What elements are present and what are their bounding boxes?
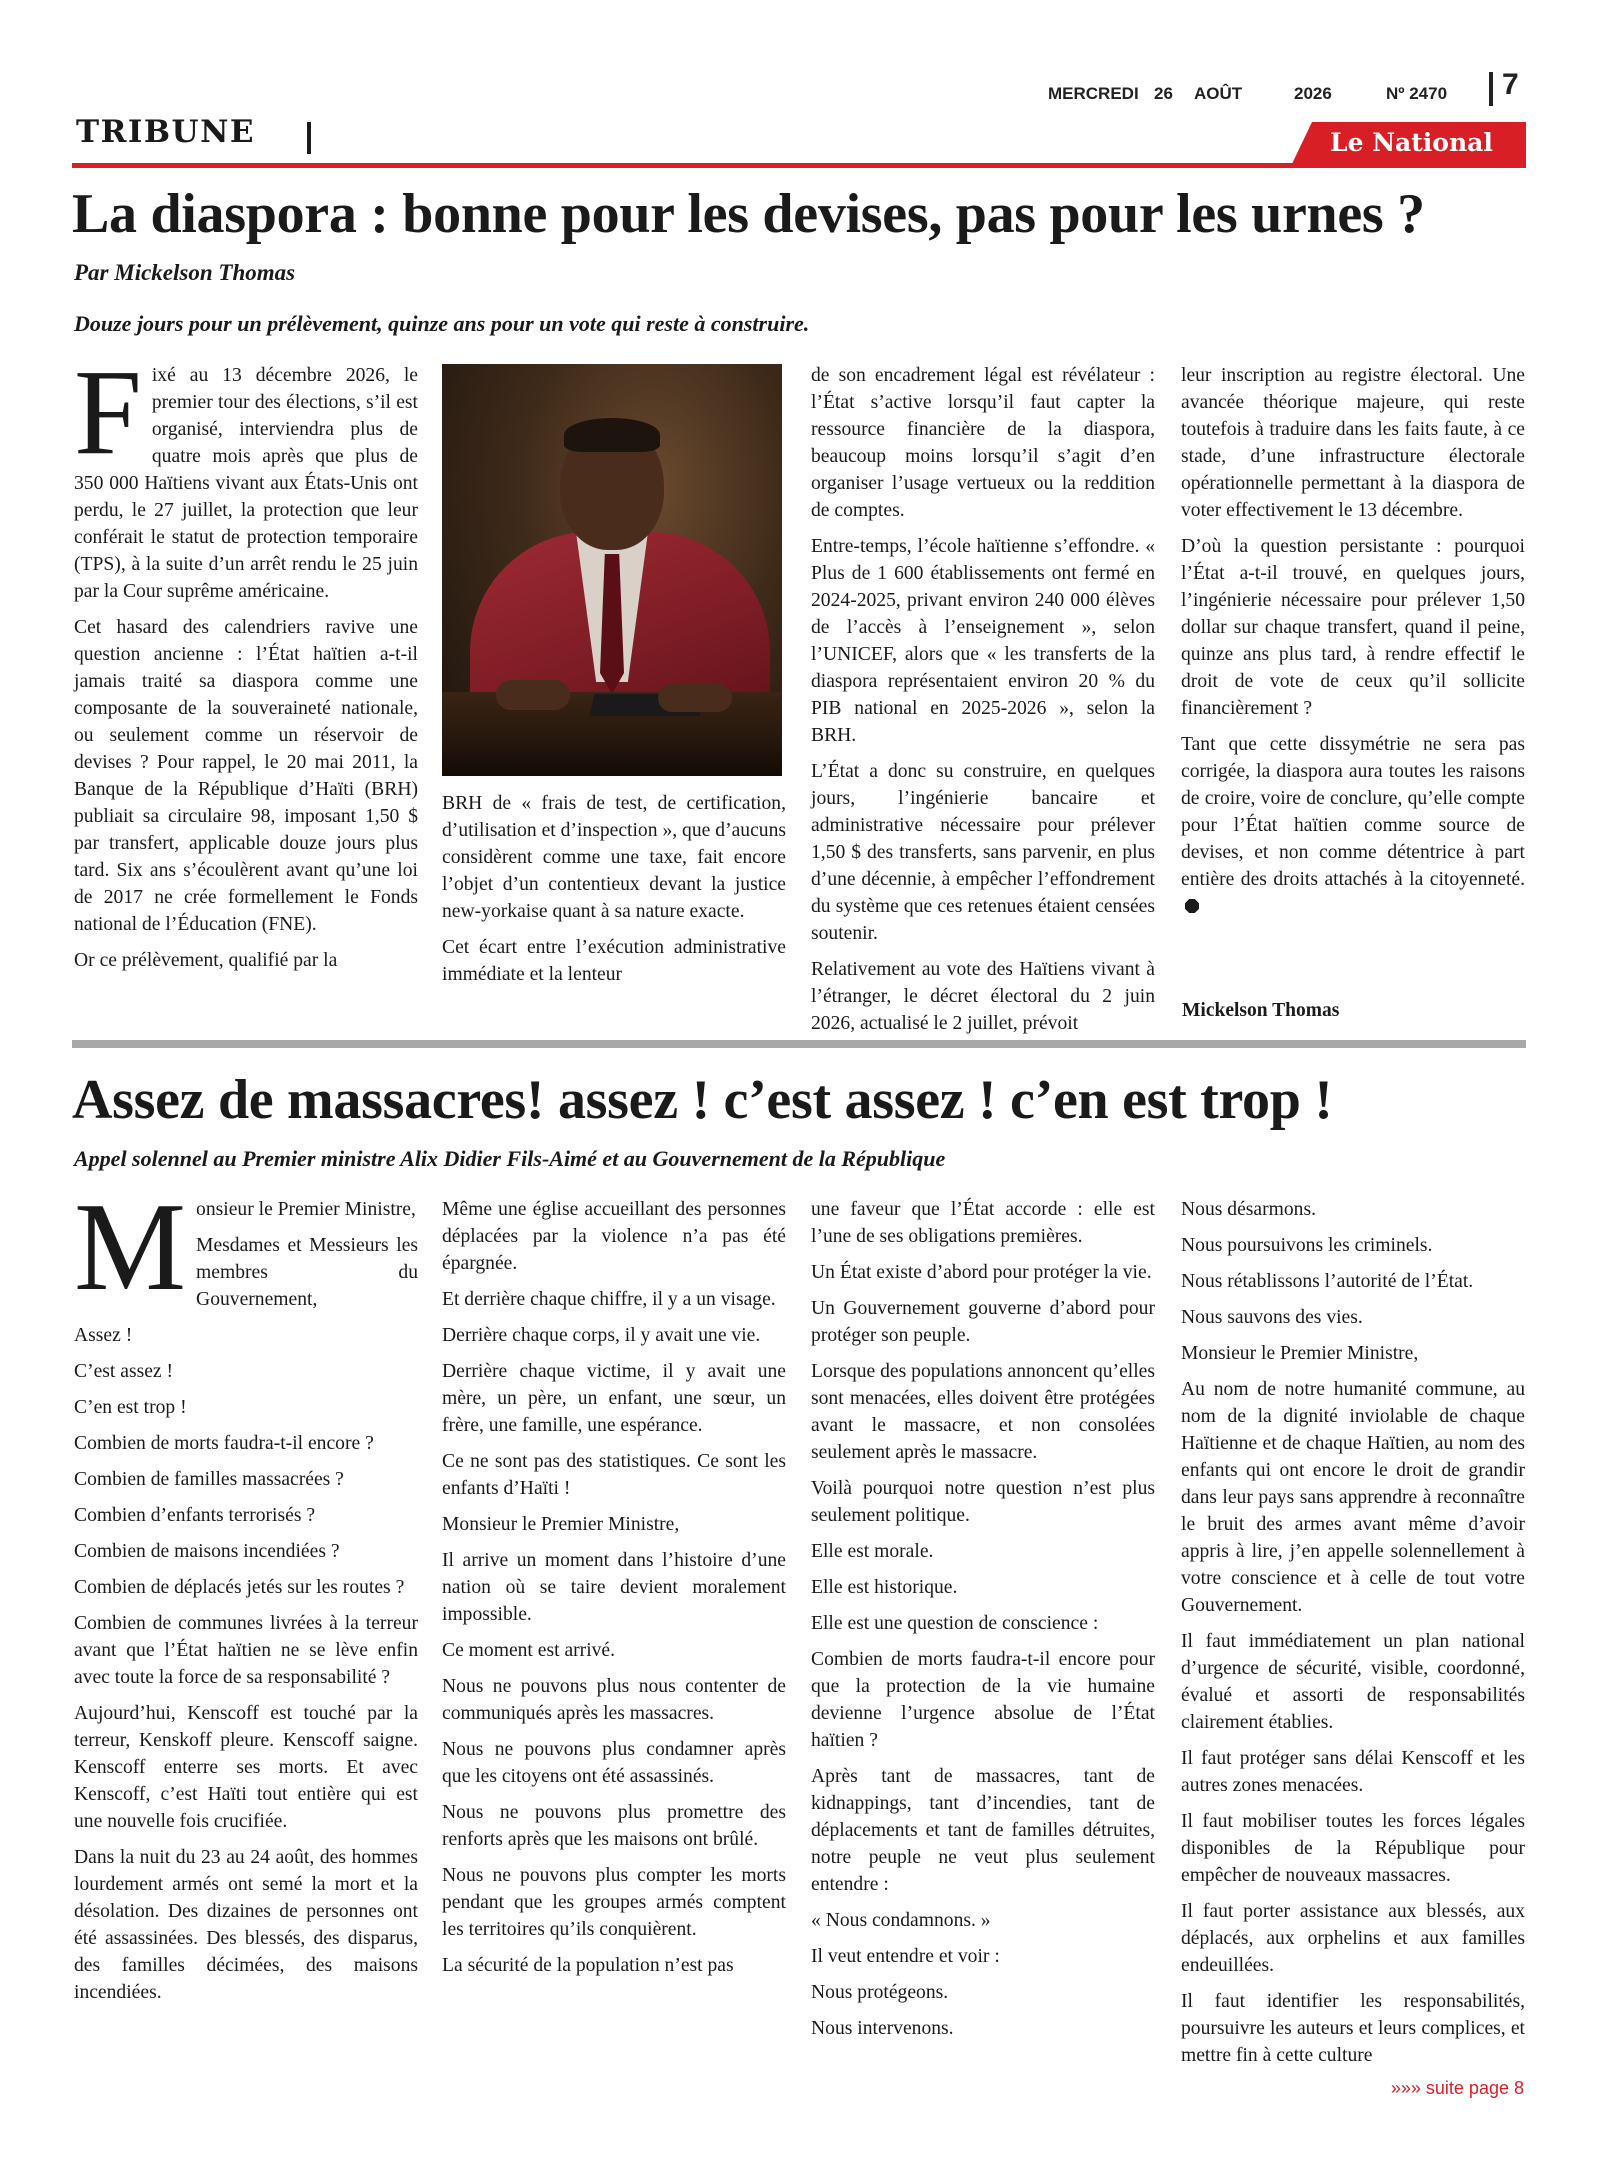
article2-paragraph: Nous ne pouvons plus condamner après que les citoyens ont été assassinés. <box>442 1739 786 1787</box>
article2-paragraph: Un Gouvernement gouverne d’abord pour protéger son peuple. <box>811 1298 1155 1346</box>
article2-paragraph: Aujourd’hui, Kenscoff est touché par la terreur, Kenskoff pleure. Kenscoff saigne. Kenscoff enterre ses morts. Et avec Kenscoff, c’est Haïti tout entière qui est une nouvelle fois crucifiée. <box>74 1703 418 1832</box>
article2-paragraph: Combien d’enfants terrorisés ? <box>74 1505 316 1526</box>
issue-date-line <box>1048 84 1478 106</box>
article1-column-2 <box>442 790 786 997</box>
article2-paragraph: Combien de morts faudra-t-il encore ? <box>74 1433 374 1454</box>
article2-paragraph: Combien de communes livrées à la terreur avant que l’État haïtien ne se lève enfin avec toute la force de sa responsabilité ? <box>74 1613 418 1688</box>
article1-paragraph: BRH de « frais de test, de certification, d’utilisation et d’inspection », que d’aucuns considèrent comme une taxe, fait encore l’objet d’un contentieux devant la justice new-yorkaise quant à sa nature exacte. <box>442 793 786 922</box>
page-number-divider <box>1489 72 1493 106</box>
issue-year: 2026 <box>1294 84 1332 103</box>
article2-paragraph: Assez ! <box>74 1325 133 1346</box>
article2-paragraph: Même une église accueillant des personnes déplacées par la violence n’a pas été épargnée. <box>442 1199 786 1274</box>
article2-column-3 <box>811 1196 1155 2051</box>
article2-paragraph: Et derrière chaque chiffre, il y a un visage. <box>442 1289 776 1310</box>
page-number: 7 <box>1502 68 1519 101</box>
drop-cap: M <box>74 1178 187 1317</box>
section-title: TRIBUNE <box>76 114 256 150</box>
issue-number: Nº 2470 <box>1386 84 1448 103</box>
article2-paragraph: Il faut mobiliser toutes les forces légales disponibles de la République pour empêcher de nouveaux massacres. <box>1181 1811 1525 1886</box>
issue-day-number: 26 <box>1154 84 1173 103</box>
article1-column-1 <box>74 345 418 983</box>
article2-paragraph: Combien de déplacés jetés sur les routes ? <box>74 1577 405 1598</box>
article2-column-2 <box>442 1196 786 1988</box>
article1-photo-portrait <box>442 364 782 776</box>
article2-paragraph: Derrière chaque victime, il y avait une mère, un père, un enfant, une sœur, un frère, une famille, une espérance. <box>442 1361 786 1436</box>
article2-paragraph: Nous poursuivons les criminels. <box>1181 1235 1433 1256</box>
article2-paragraph: Nous ne pouvons plus nous contenter de communiqués après les massacres. <box>442 1676 786 1724</box>
article2-headline: Assez de massacres! assez ! c’est assez ! c’en est trop ! <box>72 1069 1333 1131</box>
article1-paragraph: de son encadrement légal est révélateur : l’État s’active lorsqu’il faut capter la ressource financière de la diaspora, beaucoup moins lorsqu’il s’agit d’en organiser l’usage vertueux ou la reddition de comptes. <box>811 365 1155 521</box>
issue-weekday: MERCREDI <box>1048 84 1139 103</box>
article1-headline: La diaspora : bonne pour les devises, pas pour les urnes ? <box>72 183 1425 245</box>
article2-paragraph: Mesdames et Messieurs les membres du Gouvernement, <box>196 1235 418 1310</box>
article2-paragraph: Combien de maisons incendiées ? <box>74 1541 340 1562</box>
article2-column-1 <box>74 1178 418 2015</box>
article2-paragraph: Il faut porter assistance aux blessés, aux déplacés, aux orphelins et aux familles endeuillées. <box>1181 1901 1525 1976</box>
header-rule <box>72 163 1526 168</box>
article2-paragraph: Nous protégeons. <box>811 1982 949 2003</box>
article2-column-4 <box>1181 1196 1525 2078</box>
issue-month: AOÛT <box>1194 84 1243 103</box>
article2-paragraph: Dans la nuit du 23 au 24 août, des hommes lourdement armés ont semé la mort et la désolation. Des dizaines de personnes ont été assassinées. Des blessés, des disparus, des familles décimées, des maisons incendiées. <box>74 1847 418 2003</box>
article2-paragraph: Nous intervenons. <box>811 2018 954 2039</box>
article1-paragraph: Cet hasard des calendriers ravive une question ancienne : l’État haïtien a-t-il jamais traité sa diaspora comme une composante de la souveraineté nationale, ou seulement comme un réservoir de devises ? Pour rappel, le 20 mai 2011, la Banque de la République d’Haïti (BRH) publiait sa circulaire 98, imposant 1,50 $ par transfert, applicable douze jours plus tard. Six ans s’écoulèrent avant qu’une loi de 2017 ne crée formellement le Fonds national de l’Éducation (FNE). <box>74 617 418 935</box>
article2-standfirst: Appel solennel au Premier ministre Alix Didier Fils-Aimé et au Gouvernement de la République <box>74 1146 946 1171</box>
article2-paragraph: une faveur que l’État accorde : elle est l’une de ses obligations premières. <box>811 1199 1155 1247</box>
article2-paragraph: C’est assez ! <box>74 1361 174 1382</box>
article1-standfirst: Douze jours pour un prélèvement, quinze ans pour un vote qui reste à construire. <box>74 311 810 336</box>
article2-paragraph: Lorsque des populations annoncent qu’elles sont menacées, elles doivent être protégées avant le massacre, et non consolées seulement après le massacre. <box>811 1361 1155 1463</box>
article1-column-3 <box>811 362 1155 1046</box>
article2-paragraph: Elle est une question de conscience : <box>811 1613 1099 1634</box>
newspaper-name: Le National <box>1330 128 1493 157</box>
end-of-article-icon <box>1185 899 1199 913</box>
article1-paragraph: Or ce prélèvement, qualifié par la <box>74 950 338 971</box>
article2-paragraph: Il faut identifier les responsabilités, poursuivre les auteurs et leurs complices, et mettre fin à cette culture <box>1181 1991 1525 2066</box>
article2-paragraph: Combien de familles massacrées ? <box>74 1469 344 1490</box>
article2-paragraph: Un État existe d’abord pour protéger la vie. <box>811 1262 1152 1283</box>
article1-signature: Mickelson Thomas <box>1182 1000 1340 1021</box>
article2-paragraph: Ce ne sont pas des statistiques. Ce sont les enfants d’Haïti ! <box>442 1451 786 1499</box>
article2-paragraph: Nous ne pouvons plus compter les morts pendant que les groupes armés comptent les territoires qu’ils conquièrent. <box>442 1865 786 1940</box>
article2-paragraph: Derrière chaque corps, il y avait une vie. <box>442 1325 761 1346</box>
article2-paragraph: Nous rétablissons l’autorité de l’État. <box>1181 1271 1474 1292</box>
article1-paragraph: Relativement au vote des Haïtiens vivant à l’étranger, le décret électoral du 2 juin 2026, actualisé le 2 juillet, prévoit <box>811 959 1155 1034</box>
article1-paragraph: Tant que cette dissymétrie ne sera pas corrigée, la diaspora aura toutes les raisons de croire, voire de conclure, qu’elle compte pour l’État haïtien comme source de devises, et non comme détentrice à part entière des droits attachés à la citoyenneté. <box>1181 731 1525 920</box>
article1-paragraph: D’où la question persistante : pourquoi l’État a-t-il trouvé, en quelques jours, l’ingénierie nécessaire pour prélever 1,50 dollar sur chaque transfert, quand il peine, quinze ans plus tard, à rendre effectif le droit de vote de ceux qu’il sollicite financièrement ? <box>1181 536 1525 719</box>
article2-paragraph: Elle est morale. <box>811 1541 934 1562</box>
article-divider <box>72 1040 1526 1048</box>
section-divider <box>307 122 311 154</box>
article2-paragraph: Monsieur le Premier Ministre, <box>442 1514 680 1535</box>
article2-paragraph: La sécurité de la population n’est pas <box>442 1955 734 1976</box>
article2-paragraph: Nous désarmons. <box>1181 1199 1316 1220</box>
article2-paragraph: Il faut immédiatement un plan national d’urgence de sécurité, visible, coordonné, évalué et assorti de responsabilités clairement établies. <box>1181 1631 1525 1733</box>
article2-paragraph: Monsieur le Premier Ministre, <box>1181 1343 1419 1364</box>
article2-paragraph: Voilà pourquoi notre question n’est plus seulement politique. <box>811 1478 1155 1526</box>
continued-on-page-link[interactable]: »»» suite page 8 <box>1390 2078 1524 2098</box>
article2-paragraph: C’en est trop ! <box>74 1397 187 1418</box>
article2-paragraph: « Nous condamnons. » <box>811 1910 991 1931</box>
article1-paragraph: Fixé au 13 décembre 2026, le premier tour des élections, s’il est organisé, interviendra plus de quatre mois après que plus de 350 000 Haïtiens vivant aux États-Unis ont perdu, le 27 juillet, la protection que leur conférait le statut de protection temporaire (TPS), à la suite d’un arrêt rendu le 25 juin par la Cour suprême américaine. <box>74 345 418 602</box>
article2-paragraph: Monsieur le Premier Ministre, <box>74 1178 416 1317</box>
article1-column-4 <box>1181 362 1525 929</box>
article1-paragraph: L’État a donc su construire, en quelques jours, l’ingénierie bancaire et administrative nécessaire pour prélever 1,50 $ des transferts, sans parvenir, en plus d’une décennie, à empêcher l’effondrement du système que ces retenues étaient censées soutenir. <box>811 761 1155 944</box>
article2-paragraph: Au nom de notre humanité commune, au nom de la dignité inviolable de chaque Haïtienne et de chaque Haïtien, au nom des enfants qui ont encore le droit de grandir dans leur pays sans apprendre à reconnaître le bruit des armes avant même d’avoir appris à lire, j’en appelle solennellement à votre conscience et à celle de tout votre Gouvernement. <box>1181 1379 1525 1616</box>
article1-byline: Par Mickelson Thomas <box>74 260 296 285</box>
article1-paragraph: Entre-temps, l’école haïtienne s’effondre. « Plus de 1 600 établissements ont fermé en 2024-2025, privant environ 240 000 élèves de l’accès à l’enseignement », selon l’UNICEF, alors que « les transferts de la diaspora représentaient environ 20 % du PIB national en 2025-2026 », selon la BRH. <box>811 536 1155 746</box>
drop-cap: F <box>74 345 142 480</box>
article1-paragraph: leur inscription au registre électoral. Une avancée théorique majeure, qui reste toutefois à traduire dans les faits faute, à ce stade, d’une infrastructure électorale opérationnelle permettant à la diaspora de voter effectivement le 13 décembre. <box>1181 365 1525 521</box>
article2-paragraph: Il arrive un moment dans l’histoire d’une nation où se taire devient moralement impossible. <box>442 1550 786 1625</box>
article2-paragraph: Ce moment est arrivé. <box>442 1640 616 1661</box>
article2-paragraph: Il faut protéger sans délai Kenscoff et les autres zones menacées. <box>1181 1748 1525 1796</box>
article2-paragraph: Combien de morts faudra-t-il encore pour que la protection de la vie humaine devienne l’urgence absolue de l’État haïtien ? <box>811 1649 1155 1751</box>
article2-paragraph: Après tant de massacres, tant de kidnappings, tant d’incendies, tant de déplacements et tant de familles détruites, notre peuple ne veut plus seulement entendre : <box>811 1766 1155 1895</box>
article2-paragraph: Nous sauvons des vies. <box>1181 1307 1363 1328</box>
article1-paragraph: Cet écart entre l’exécution administrative immédiate et la lenteur <box>442 937 786 985</box>
article2-paragraph: Il veut entendre et voir : <box>811 1946 1000 1967</box>
article2-paragraph: Elle est historique. <box>811 1577 958 1598</box>
article2-paragraph: Nous ne pouvons plus promettre des renforts après que les maisons ont brûlé. <box>442 1802 786 1850</box>
